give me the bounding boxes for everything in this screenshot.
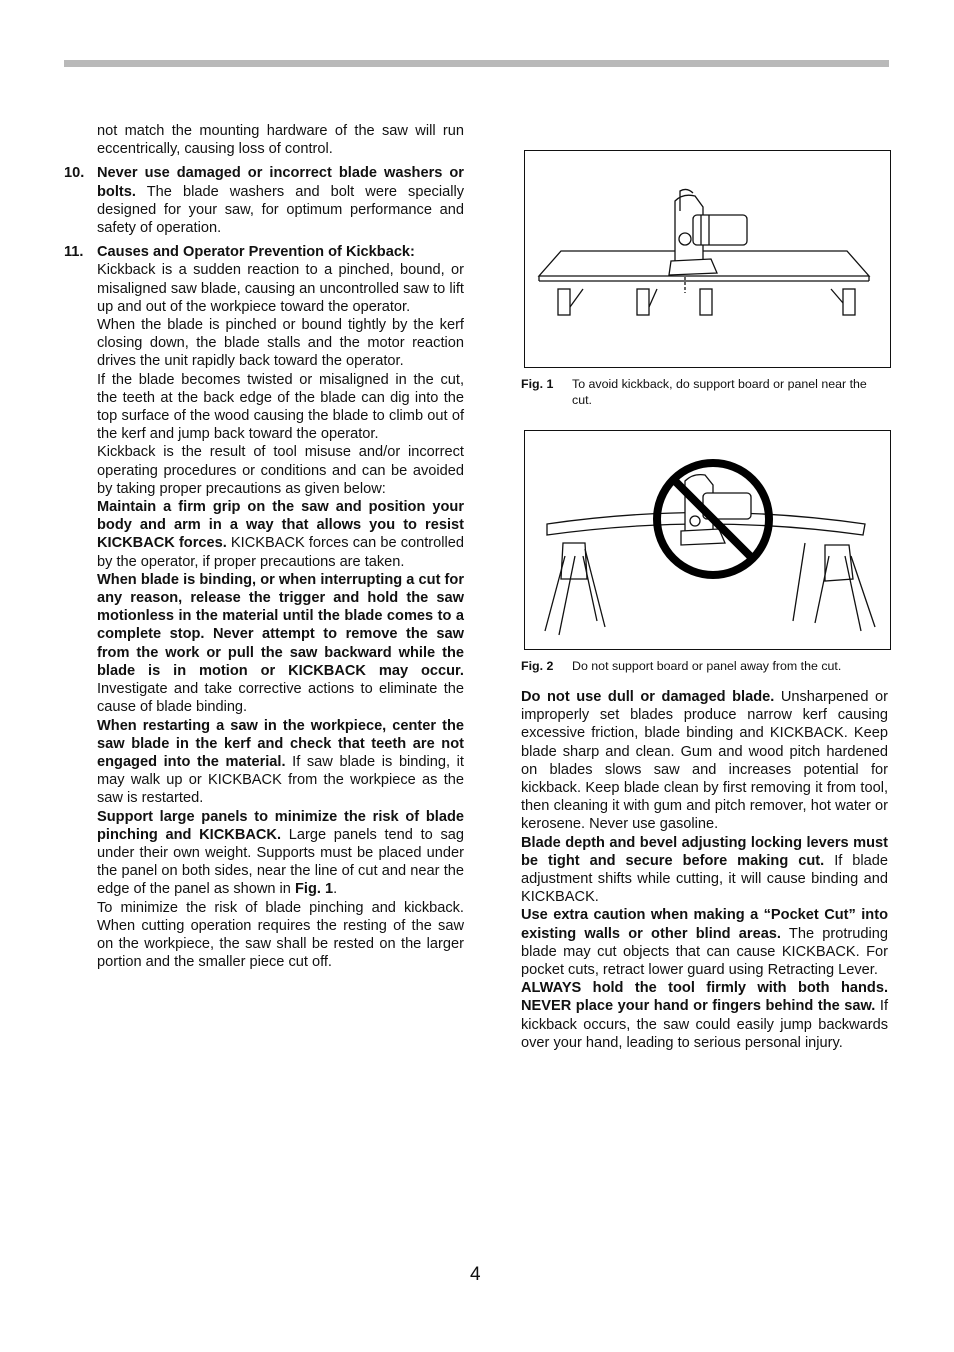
header-rule	[64, 60, 889, 67]
right-column	[521, 150, 888, 1052]
safety-item-11	[64, 243, 464, 971]
figure-2-unsupported-panel	[524, 430, 891, 650]
figure-2-label: Fig. 2	[521, 659, 554, 673]
page-number: 4	[470, 1264, 481, 1285]
figure-2-caption-text: Do not support board or panel away from the cut.	[572, 659, 842, 673]
item-number: 11.	[64, 244, 84, 261]
kickback-p3: If the blade becomes twisted or misaligned in the cut, the teeth at the back edge of the blade can dig into the top surface of the wood causing the blade to climb out of the kerf and jump back toward the operator.	[97, 371, 464, 443]
kickback-p6: When blade is binding, or when interrupting a cut for any reason, release the trigger and hold the saw motionless in the material until the blade comes to a complete stop. Never attempt to remove the saw from the work or pull the saw backward while the blade is in motion or KICKBACK may occur. Investigate and take corrective actions to eliminate the cause of blade binding.	[97, 571, 464, 716]
kickback-p2: When the blade is pinched or bound tightly by the kerf closing down, the blade stalls and the motor reaction drives the unit rapidly back toward the operator.	[97, 317, 464, 370]
saw-on-sagging-panel-illustration	[525, 431, 889, 648]
locking-levers-paragraph: Blade depth and bevel adjusting locking levers must be tight and secure before making cut. If blade adjustment shifts while cutting, it will cause binding and KICKBACK.	[521, 834, 888, 906]
left-column	[64, 122, 464, 971]
pocket-cut-paragraph: Use extra caution when making a “Pocket Cut” into existing walls or other blind areas. The protruding blade may cut objects that can cause KICKBACK. For pocket cuts, retract lower guard using Retracting Lever.	[521, 907, 888, 979]
kickback-p5: Maintain a firm grip on the saw and position your body and arm in a way that allows you to resist KICKBACK forces. KICKBACK forces can be controlled by the operator, if proper precautions are taken.	[97, 499, 464, 570]
item-10-paragraph	[97, 164, 464, 237]
dull-blade-paragraph: Do not use dull or damaged blade. Unsharpened or improperly set blades produce narrow kerf causing excessive friction, blade binding and KICKBACK. Keep blade sharp and clean. Gum and wood pitch hardened on blades slows saw and increases potential for kickback. Keep blade clean by first removing it from tool, then cleaning it with gum and pitch remover, hot water or kerosene. Never use gasoline.	[521, 689, 888, 833]
safety-item-10	[64, 164, 464, 237]
kickback-p1: Kickback is a sudden reaction to a pinched, bound, or misaligned saw blade, causing an uncontrolled saw to lift up and out of the workpiece toward the operator.	[97, 262, 464, 315]
figure-2-caption	[521, 658, 888, 674]
both-hands-paragraph: ALWAYS hold the tool firmly with both hands. NEVER place your hand or fingers behind the saw. If kickback occurs, the saw could easily jump backwards over your hand, leading to serious personal injury.	[521, 980, 888, 1051]
item-10-heading: Never use damaged or incorrect blade washers or bolts.	[97, 165, 464, 200]
figure-1-label: Fig. 1	[521, 377, 554, 391]
intro-block	[64, 122, 464, 158]
figure-1-caption	[521, 376, 888, 408]
item-number: 10.	[64, 165, 85, 182]
kickback-p8: Support large panels to minimize the risk of blade pinching and KICKBACK. Large panels tend to sag under their own weight. Supports must be placed under the panel on both sides, near the line of cut and near the edge of the panel as shown in Fig. 1.	[97, 808, 464, 898]
figure-1-caption-text: To avoid kickback, do support board or panel near the cut.	[572, 377, 867, 407]
item-10-text: The blade washers and bolt were specially designed for your saw, for optimum performance and safety of operation.	[97, 183, 464, 237]
intro-paragraph: not match the mounting hardware of the saw will run eccentrically, causing loss of control.	[97, 123, 464, 158]
item-11-heading: Causes and Operator Prevention of Kickback:	[97, 244, 415, 261]
saw-on-supported-panel-illustration	[525, 151, 889, 366]
figure-1-supported-panel	[524, 150, 891, 368]
kickback-p4: Kickback is the result of tool misuse and/or incorrect operating procedures or conditions and can be avoided by taking proper precautions as given below:	[97, 444, 464, 497]
kickback-p9: To minimize the risk of blade pinching and kickback. When cutting operation requires the resting of the saw on the workpiece, the saw shall be rested on the larger portion and the smaller piece cut off.	[97, 899, 464, 971]
kickback-p7: When restarting a saw in the workpiece, center the saw blade in the kerf and check that teeth are not engaged into the material. If saw blade is binding, it may walk up or KICKBACK from the workpiece as the saw is restarted.	[97, 717, 464, 807]
figure-reference: Fig. 1	[294, 881, 334, 898]
